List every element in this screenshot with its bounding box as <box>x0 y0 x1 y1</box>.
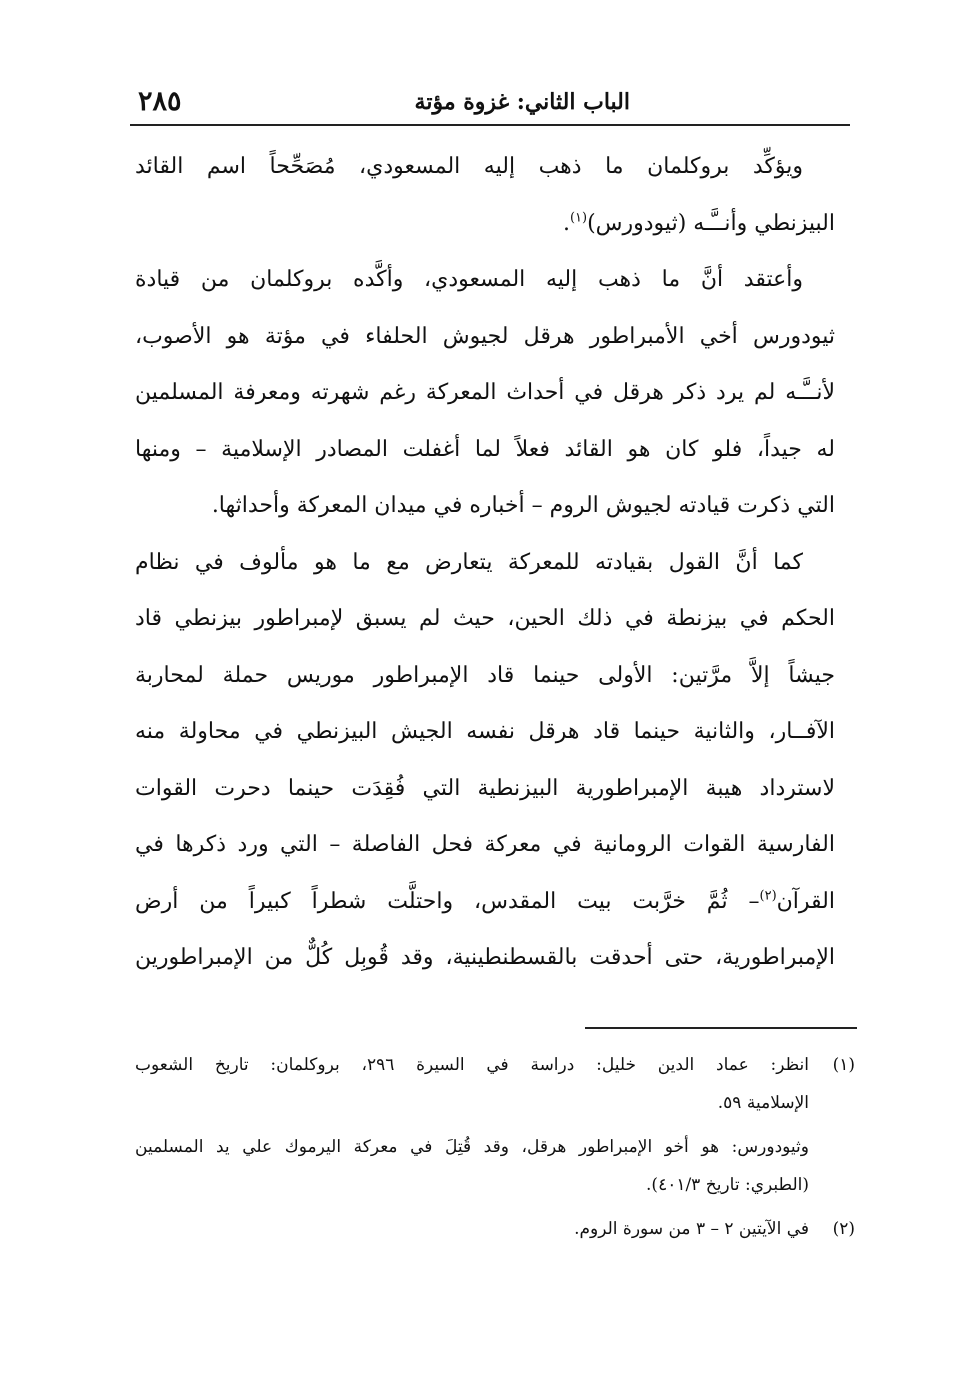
text-line: كما أنَّ القول بقيادته للمعركة يتعارض مع ما هو مألوف في نظام <box>135 549 803 575</box>
text-line: لاسترداد هيبة الإمبراطورية البيزنطية التي فُقِدَت حينما دحرت القوات <box>135 775 835 801</box>
footnote-number: (٢) <box>832 1219 855 1239</box>
footnote-text: في الآيتين ٢ – ٣ من سورة الروم. <box>574 1219 809 1239</box>
text-line: لأنــَّـه لم يرد ذكر هرقل في أحداث المعركة رغم شهرته ومعرفة المسلمين <box>135 380 835 405</box>
footnote-1-source: (الطبري: تاريخ ٤٠١/٣). <box>646 1175 809 1195</box>
footnote-number: (١) <box>832 1055 855 1075</box>
text-line: الحكم في بيزنطة في ذلك الحين، حيث لم يسبق لإمبراطور بيزنطي قاد <box>135 606 835 631</box>
header-divider <box>130 124 850 126</box>
text-line: الآفــار، والثانية حينما قاد هرقل نفسه الجيش البيزنطي في محاولة منه <box>135 719 835 744</box>
main-text <box>135 139 835 987</box>
text-line: له جيداً، فلو كان هو القائد فعلاً لما أغفلت المصادر الإسلامية – ومنها <box>135 436 835 462</box>
text-line <box>135 874 835 931</box>
page-number: ٢٨٥ <box>138 86 182 117</box>
text-line-content: – ثُمَّ خرَّبت بيت المقدس، واحتلَّت شطراً كبيراً من أرض <box>135 888 760 914</box>
text-line: ثيودورس أخي الأمبراطور هرقل لجيوش الحلفاء في مؤتة هو الأصوب، <box>135 323 835 349</box>
text-line: التي ذكرت قيادته لجيوش الروم – أخباره في ميدان المعركة وأحداثها. <box>211 493 835 518</box>
footnotes <box>135 1046 855 1248</box>
text-line: الإمبراطورية، حتى أحدقت بالقسطنطينية، وقد قُوبِل كُلٌّ من الإمبراطورين <box>135 945 835 970</box>
text-line-content: القرآن <box>776 888 835 914</box>
sentence-end: . <box>562 210 570 236</box>
text-line-content: البيزنطي وأنــَّـه (ثيودورس) <box>587 210 835 236</box>
footnote-1-cont: الإسلامية ٥٩. <box>717 1093 809 1113</box>
footnote-1 <box>135 1046 855 1084</box>
footnote-1-note: وثيودورس: هو أخو الإمبراطور هرقل، وقد قُتِلَ في معركة اليرموك علي يد المسلمين <box>135 1137 809 1157</box>
running-title: الباب الثاني: غزوة مؤتة <box>414 89 630 115</box>
footnote-ref-1[interactable]: (١) <box>569 210 588 226</box>
footnote-divider <box>585 1027 857 1029</box>
text-line: جيشاً إلاَّ مرَّتين: الأولى حينما قاد الإمبراطور موريس حملة لمحاربة <box>135 662 835 688</box>
text-line <box>135 196 835 253</box>
text-line: ويؤكِّد بروكلمان ما ذهب إليه المسعودي، مُصَحِّحاً اسم القائد <box>135 154 803 179</box>
footnote-ref-2[interactable]: (٢) <box>759 888 777 904</box>
footnote-2 <box>135 1210 855 1248</box>
footnote-text: انظر: عماد الدين خليل: دراسة في السيرة ٢٩٦، بروكلمان: تاريخ الشعوب <box>135 1055 809 1075</box>
text-line: وأعتقد أنَّ ما ذهب إليه المسعودي، وأكَّده بروكلمان من قيادة <box>135 267 803 292</box>
text-line: الفارسية القوات الرومانية في معركة فحل الفاصلة – التي ورد ذكرها في <box>135 832 835 857</box>
